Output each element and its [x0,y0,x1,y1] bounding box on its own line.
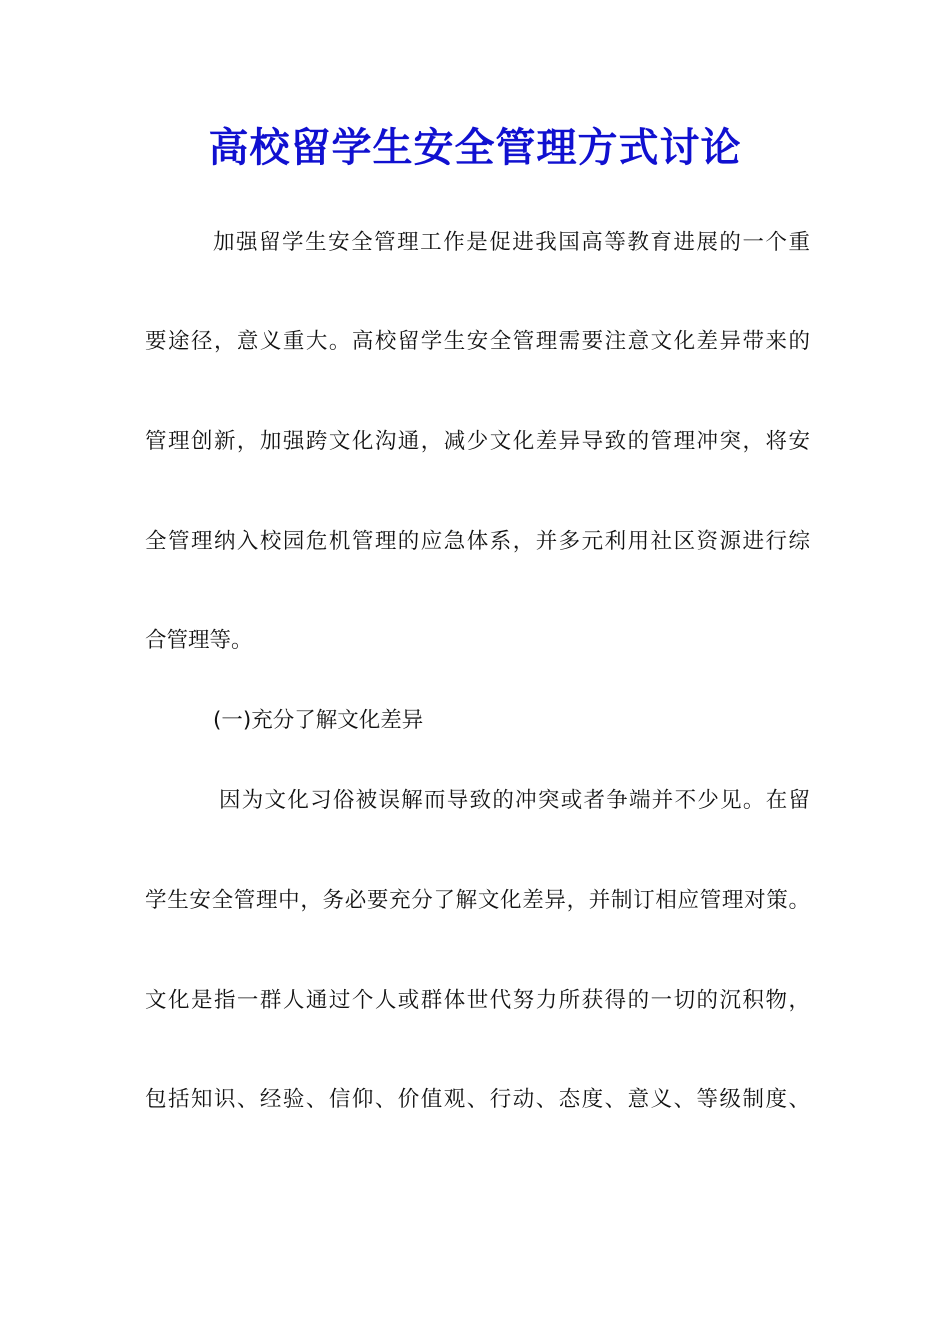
section-heading: (一)充分了解文化差异 [213,708,424,733]
paragraph-1-line-4: 全管理纳入校园危机管理的应急体系，并多元利用社区资源进行综 [145,529,810,554]
paragraph-1-line-5: 合管理等。 [145,628,253,653]
paragraph-2-line-2: 学生安全管理中，务必要充分了解文化差异，并制订相应管理对策。 [145,888,810,913]
paragraph-1-line-2: 要途径，意义重大。高校留学生安全管理需要注意文化差异带来的 [145,329,810,354]
paragraph-1-line-1: 加强留学生安全管理工作是促进我国高等教育进展的一个重 [213,230,810,255]
paragraph-2-line-4: 包括知识、经验、信仰、价值观、行动、态度、意义、等级制度、 [145,1087,810,1112]
paragraph-2-line-3: 文化是指一群人通过个人或群体世代努力所获得的一切的沉积物， [145,988,810,1013]
paragraph-2-line-1: 因为文化习俗被误解而导致的冲突或者争端并不少见。在留 [219,788,810,813]
paragraph-1-line-3: 管理创新，加强跨文化沟通，减少文化差异导致的管理冲突，将安 [145,429,810,454]
document-title: 高校留学生安全管理方式讨论 [208,124,742,171]
